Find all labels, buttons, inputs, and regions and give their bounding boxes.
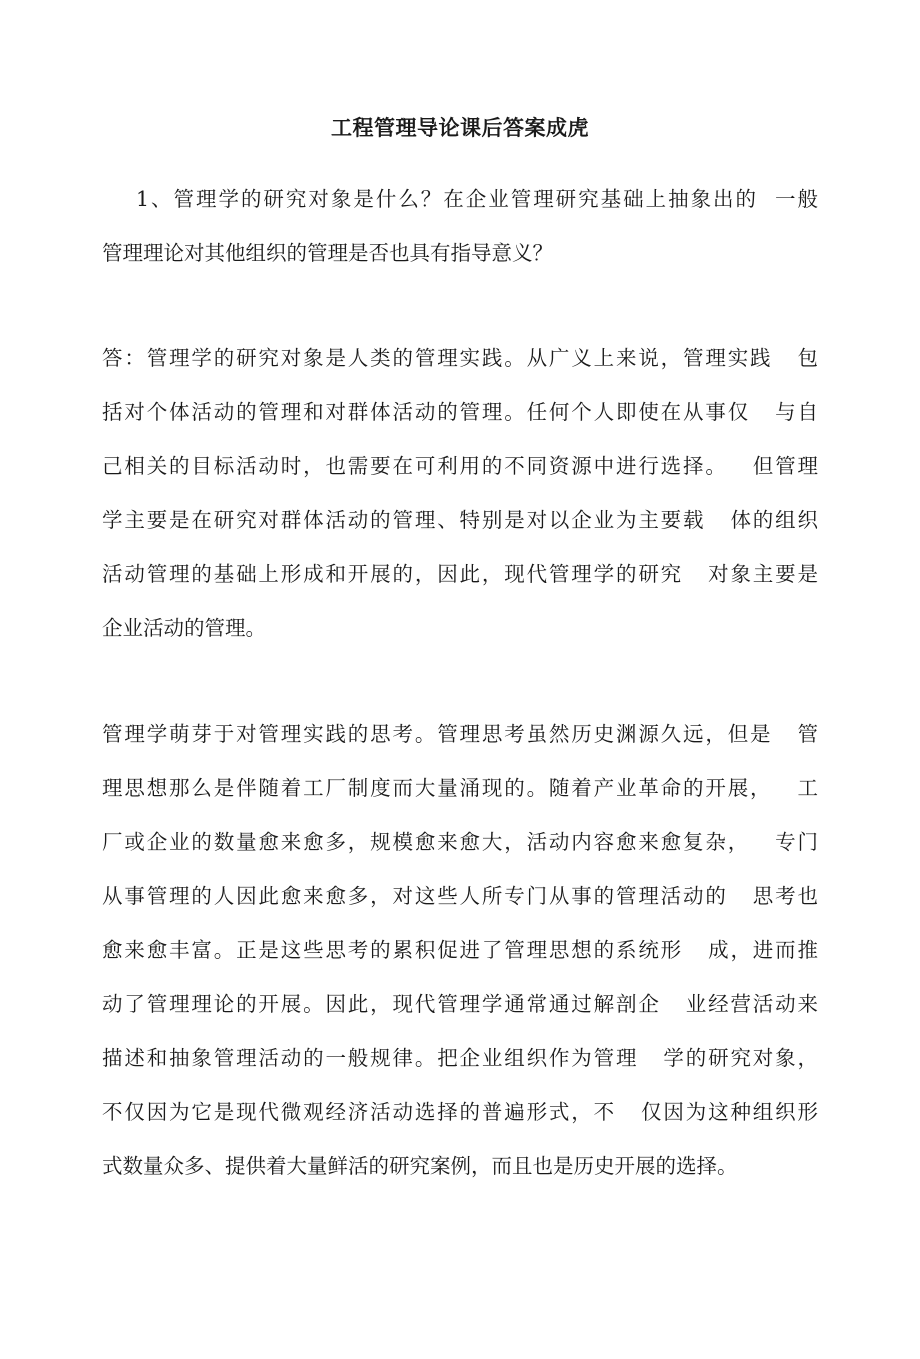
paragraph-line: 理思想那么是伴随着工厂制度而大量涌现的。随着产业革命的开展， 工 bbox=[102, 776, 818, 800]
question-block bbox=[102, 172, 818, 280]
answer-block bbox=[102, 331, 818, 655]
body-paragraph bbox=[102, 707, 818, 1193]
question-line: 1、管理学的研究对象是什么？在企业管理研究基础上抽象出的 一般 bbox=[102, 187, 818, 211]
paragraph-line: 描述和抽象管理活动的一般规律。把企业组织作为管理 学的研究对象， bbox=[102, 1046, 818, 1070]
paragraph-line: 不仅因为它是现代微观经济活动选择的普遍形式，不 仅因为这种组织形 bbox=[102, 1100, 818, 1124]
paragraph-line: 厂或企业的数量愈来愈多，规模愈来愈大，活动内容愈来愈复杂， 专门 bbox=[102, 830, 818, 854]
paragraph-line: 式数量众多、提供着大量鲜活的研究案例，而且也是历史开展的选择。 bbox=[102, 1154, 738, 1178]
answer-line: 括对个体活动的管理和对群体活动的管理。任何个人即使在从事仅 与自 bbox=[102, 400, 818, 424]
answer-line: 答：管理学的研究对象是人类的管理实践。从广义上来说，管理实践 包 bbox=[102, 346, 818, 370]
paragraph-line: 从事管理的人因此愈来愈多，对这些人所专门从事的管理活动的 思考也 bbox=[102, 884, 818, 908]
paragraph-line: 管理学萌芽于对管理实践的思考。管理思考虽然历史渊源久远，但是 管 bbox=[102, 722, 818, 746]
answer-line: 活动管理的基础上形成和开展的，因此，现代管理学的研究 对象主要是 bbox=[102, 562, 818, 586]
answer-line: 企业活动的管理。 bbox=[102, 616, 266, 640]
document-title: 工程管理导论课后答案成虎 bbox=[331, 116, 589, 140]
question-line: 管理理论对其他组织的管理是否也具有指导意义？ bbox=[102, 241, 553, 265]
answer-line: 学主要是在研究对群体活动的管理、特别是对以企业为主要载 体的组织 bbox=[102, 508, 818, 532]
paragraph-line: 愈来愈丰富。正是这些思考的累积促进了管理思想的系统形 成，进而推 bbox=[102, 938, 818, 962]
answer-line: 己相关的目标活动时，也需要在可利用的不同资源中进行选择。 但管理 bbox=[102, 454, 818, 478]
paragraph-line: 动了管理理论的开展。因此，现代管理学通常通过解剖企 业经营活动来 bbox=[102, 992, 818, 1016]
